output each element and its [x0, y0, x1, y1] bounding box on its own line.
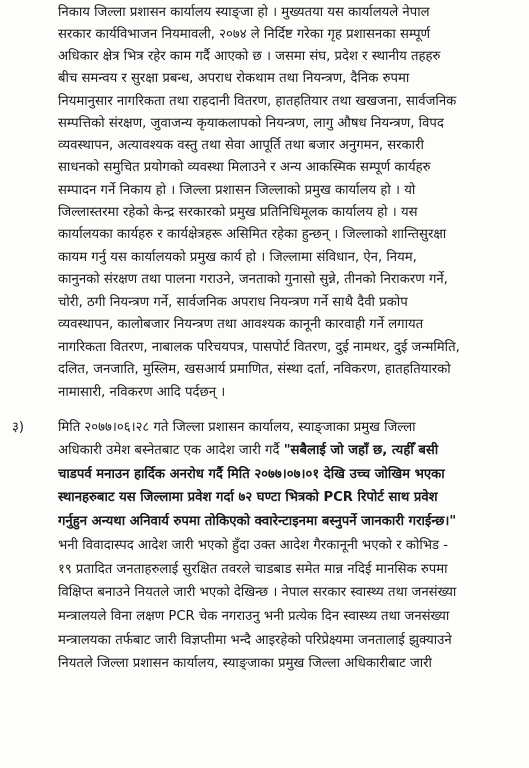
text-line: मिति २०७७।०६।२८ गते जिल्ला प्रशासन कार्यालय, स्याङ्जाका प्रमुख जिल्ला: [58, 420, 416, 435]
text-line: विक्षिप्त बनाउने नियतले जारी भएको देखिन्छ । नेपाल सरकार स्वास्थ्य तथा जनसंख्या: [58, 585, 457, 600]
text-line: १९ प्रतादित जनताहरुलाई सुरक्षित तवरले चाडबाड समेत मान्न नदिई मानसिक रुपमा: [58, 562, 448, 577]
text-line: कायम गर्नु यस कार्यालयको प्रमुख कार्य हो । जिल्लामा संविधान, ऐन, नियम,: [58, 250, 417, 265]
text-line: नियतले जिल्ला प्रशासन कार्यालय, स्याङ्जाका प्रमुख जिल्ला अधिकारीबाट जारी: [58, 656, 432, 671]
text-line: कार्यालयका कार्यहरु र कार्यक्षेत्रहरू असिमित रहेका हुन्छन् । जिल्लाको शान्तिसुरक्षा: [58, 227, 447, 242]
text-line: सम्पादन गर्ने निकाय हो । जिल्ला प्रशासन जिल्लाको प्रमुख कार्यालय हो । यो: [58, 183, 416, 198]
text-line: अधिकारी उमेश बस्नेतबाट एक आदेश जारी गर्दै "सबैलाई जो जहाँ छ, त्यहीँ बसी: [58, 443, 439, 458]
text-line: सरकार कार्यविभाजन नियमावली, २०७४ ले निर्दिष्ट गरेका गृह प्रशासनका सम्पूर्ण: [58, 27, 431, 42]
text-line: [58, 489, 512, 507]
text-line: बीच समन्वय र सुरक्षा प्रबन्ध, अपराध रोकथाम तथा नियन्त्रण, दैनिक रुपमा: [58, 71, 410, 86]
text-line: अधिकार क्षेत्र भित्र रहेर काम गर्दै आएको छ । जसमा संघ, प्रदेश र स्थानीय तहहरु: [58, 49, 441, 64]
quoted-order-text: "सबैलाई जो जहाँ छ, त्यहीँ बसी: [283, 443, 439, 458]
text-line: नामासारी, नविकरण आदि पर्दछन् ।: [58, 385, 226, 400]
text-line: जिल्लास्तरमा रहेको केन्द्र सरकारको प्रमुख प्रतिनिधिमूलक कार्यालय हो । यस: [58, 205, 418, 220]
text-line: व्यवस्थापन, कालोबजार नियन्त्रण तथा आवश्यक कानूनी कारवाही गर्ने लगायत: [58, 317, 424, 332]
quoted-order-text: चाडपर्व मनाउन हार्दिक अनरोध गर्दै मिति २०७७।०७।०१ देखि उच्च जोखिम भएका: [58, 467, 445, 482]
text-line: नियमानुसार नागरिकता तथा राहदानी वितरण, हातहतियार तथा खखजना, सार्वजनिक: [58, 94, 457, 109]
text-line: [58, 513, 512, 531]
text-line: मन्त्रालयका तर्फबाट जारी विज्ञप्तीमा भन्दै आइरहेको परिप्रेक्ष्यमा जनतालाई झुक्याउने: [58, 633, 452, 648]
text-line: भनी विवादास्पद आदेश जारी भएको हुँदा उक्त आदेश गैरकानूनी भएको र कोभिड -: [58, 538, 449, 553]
text-line: व्यवस्थापन, अत्यावश्यक वस्तु तथा सेवा आपूर्ति तथा बजार अनुगमन, सरकारी: [58, 138, 424, 153]
list-marker: ३): [12, 420, 25, 435]
text-line: साधनको समुचित प्रयोगको व्यवस्था मिलाउने र अन्य आकस्मिक सम्पूर्ण कार्यहरु: [58, 160, 431, 175]
text-line: चोरी, ठगी नियन्त्रण गर्ने, सार्वजनिक अपराध नियन्त्रण गर्ने साथै दैवी प्रकोप: [58, 295, 408, 310]
text-line: निकाय जिल्ला प्रशासन कार्यालय स्याङ्जा हो । मुख्यतया यस कार्यालयले नेपाल: [58, 5, 430, 20]
text-line: [58, 466, 512, 484]
text-line: नागरिकता वितरण, नाबालक परिचयपत्र, पासपोर्ट वितरण, दुई नामथर, दुई जन्ममिति,: [58, 340, 460, 355]
text-line: मन्त्रालयले विना लक्षण PCR चेक नगराउनु भनी प्रत्येक दिन स्वास्थ्य तथा जनसंख्या: [58, 609, 450, 624]
text-line: दलित, जनजाति, मुस्लिम, खसआर्य प्रमाणित, संस्था दर्ता, नविकरण, हातहतियारको: [58, 362, 451, 377]
quoted-order-text: गर्नुहुन अन्यथा अनिवार्य रुपमा तोकिएको क्वारेन्टाइनमा बस्नुपर्ने जानकारी गराईन्छ।": [58, 514, 457, 529]
text-line: कानुनको संरक्षण तथा पालना गराउने, जनताको गुनासो सुन्ने, तीनको निराकरण गर्ने,: [58, 272, 448, 287]
quoted-order-text: स्थानहरुबाट यस जिल्लामा प्रवेश गर्दा ७२ घण्टा भित्रको PCR रिपोर्ट साथ प्रवेश: [58, 490, 438, 505]
text-line: सम्पत्तिको संरक्षण, जुवाजन्य कृयाकलापको नियन्त्रण, लागु औषध नियन्त्रण, विपद: [58, 116, 444, 131]
